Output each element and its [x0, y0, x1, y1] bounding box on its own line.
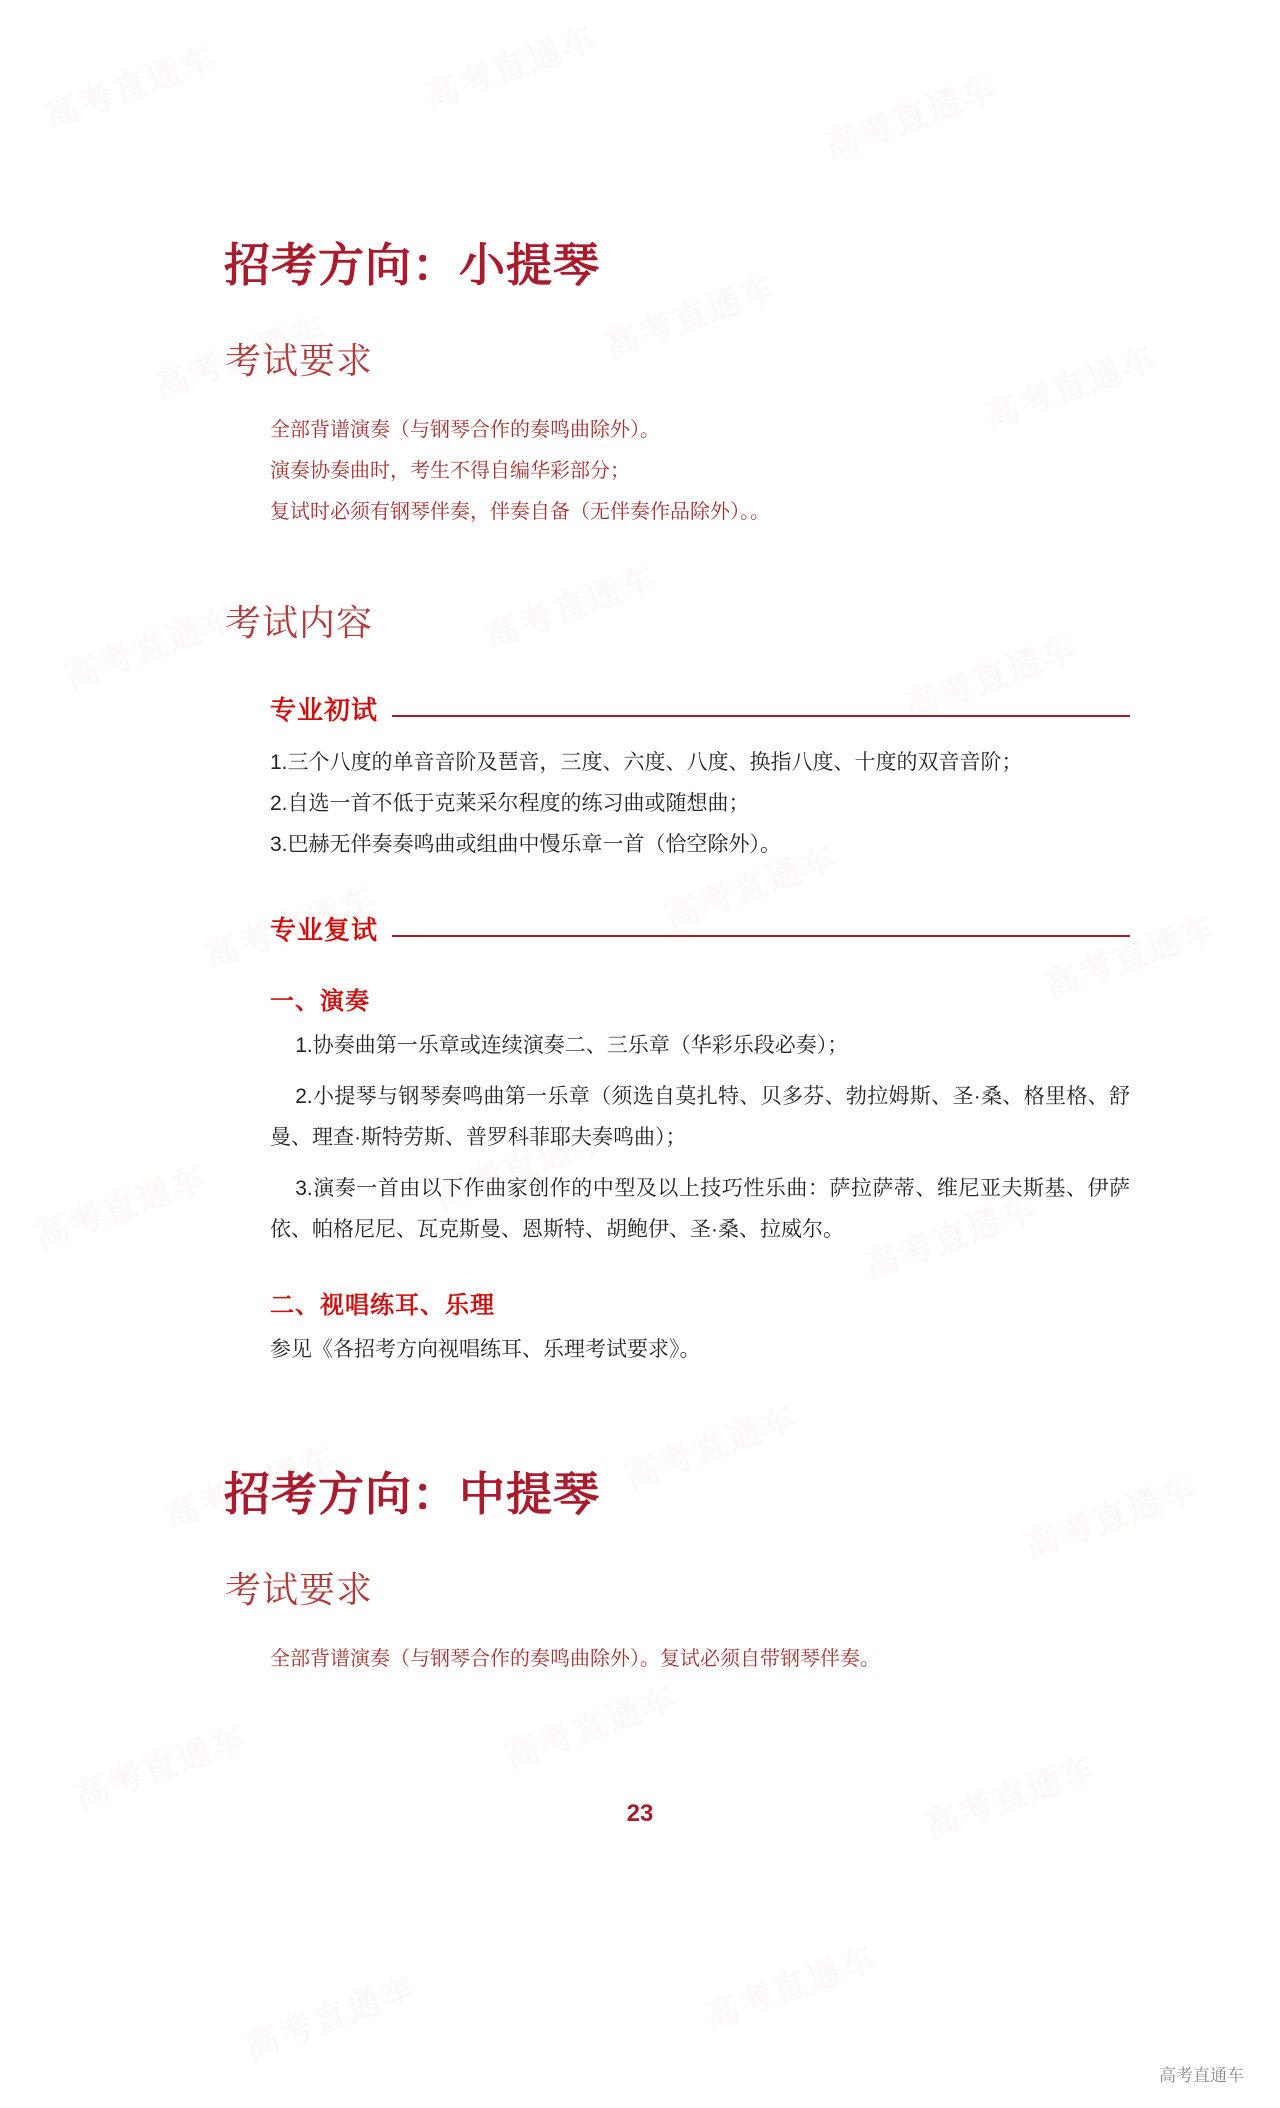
- requirement-line: 全部背谱演奏（与钢琴合作的奏鸣曲除外）。: [270, 419, 660, 442]
- heading-exam-content-violin: 考试内容: [225, 602, 374, 644]
- requirement-line: 全部背谱演奏（与钢琴合作的奏鸣曲除外）。复试必须自带钢琴伴奏。: [270, 1647, 880, 1670]
- preliminary-items: [270, 743, 1130, 866]
- paragraph: 参见《各招考方向视唱练耳、乐理考试要求》。: [270, 1337, 701, 1361]
- heading-exam-requirements-viola: 考试要求: [225, 1568, 374, 1610]
- exam-requirements-violin: [270, 410, 1130, 533]
- heading-ear-training-theory: 二、视唱练耳、乐理: [270, 1291, 495, 1319]
- heading-exam-requirements-violin: 考试要求: [225, 340, 374, 382]
- heading-performance: 一、演奏: [270, 988, 370, 1015]
- exam-requirements-viola: [270, 1639, 1130, 1680]
- subheading-second-round: [270, 910, 1130, 947]
- list-item: 1.三个八度的单音音阶及琶音，三度、六度、八度、换指八度、十度的双音音阶；: [270, 751, 1023, 775]
- page-title-viola: 招考方向：中提琴: [224, 1467, 600, 1520]
- watermark-text: [237, 1961, 423, 2069]
- divider-line: [392, 935, 1130, 937]
- page-number: 23: [626, 1799, 654, 1827]
- page-title-violin: 招考方向：小提琴: [224, 239, 600, 291]
- list-item: 3.巴赫无伴奏奏鸣曲或组曲中慢乐章一首（恰空除外）。: [270, 833, 782, 857]
- paragraph: 3.演奏一首由以下作曲家创作的中型及以上技巧性乐曲：萨拉萨蒂、维尼亚夫斯基、伊萨依、帕格尼尼、瓦克斯曼、恩斯特、胡鲍伊、圣·桑、拉威尔。: [270, 1176, 1130, 1241]
- paragraph: 2.小提琴与钢琴奏鸣曲第一乐章（须选自莫扎特、贝多芬、勃拉姆斯、圣·桑、格里格、舒曼、理查·斯特劳斯、普罗科菲耶夫奏鸣曲）；: [270, 1084, 1130, 1149]
- list-item: 2.自选一首不低于克莱采尔程度的练习曲或随想曲；: [270, 792, 750, 816]
- paragraph: 1.协奏曲第一乐章或连续演奏二、三乐章（华彩乐段必奏）；: [295, 1034, 849, 1057]
- requirement-line: 演奏协奏曲时，考生不得自编华彩部分；: [270, 460, 630, 483]
- requirement-line: 复试时必须有钢琴伴奏，伴奏自备（无伴奏作品除外）。。: [270, 501, 770, 524]
- watermark-text: [917, 1741, 1103, 1849]
- watermark-text: [697, 1931, 883, 2039]
- footer-brand: 高考直通车: [1159, 2066, 1244, 2085]
- subheading-second-round-label: 专业复试: [270, 915, 379, 945]
- subheading-preliminary-label: 专业初试: [270, 695, 379, 726]
- divider-line: [392, 715, 1130, 717]
- subheading-preliminary: [270, 690, 1130, 727]
- watermark-text: [497, 1671, 683, 1779]
